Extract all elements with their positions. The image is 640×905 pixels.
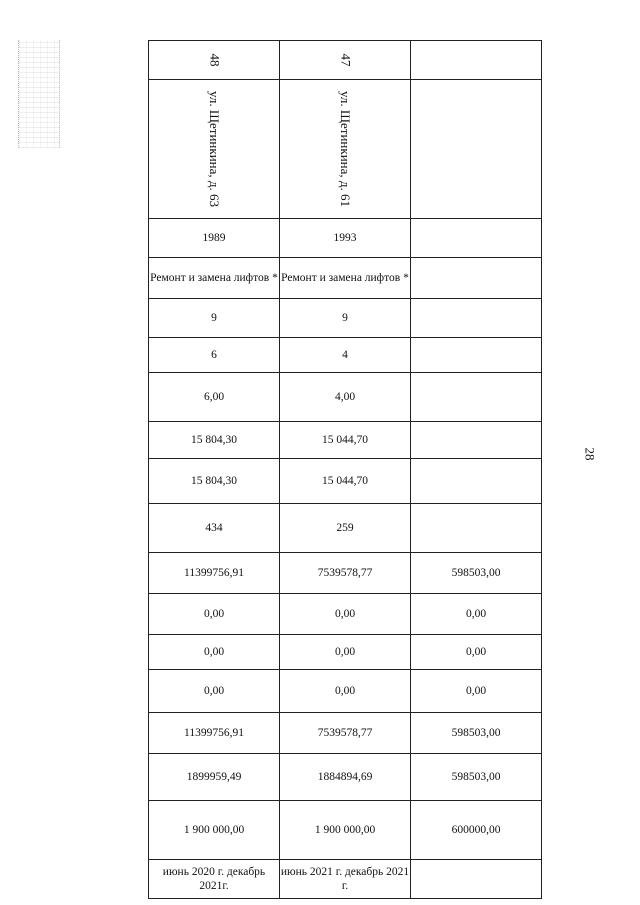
table-row [149, 459, 542, 504]
table-cell-c1 [149, 504, 280, 553]
table-cell-c2 [280, 713, 411, 754]
table-cell-c1 [149, 635, 280, 670]
cell-text: 434 [205, 522, 223, 534]
table-cell-c2 [280, 801, 411, 860]
table-cell-c2 [280, 258, 411, 299]
cell-text: 598503,00 [451, 727, 501, 739]
table-cell-c1 [149, 801, 280, 860]
cell-text: 0,00 [203, 646, 225, 658]
cell-text: 7539578,77 [317, 727, 373, 739]
cell-text: 48 [207, 53, 222, 66]
table-cell-c1 [149, 553, 280, 594]
table-row [149, 860, 542, 899]
cell-text: 15 044,70 [322, 434, 368, 446]
cell-text: 47 [338, 53, 353, 66]
cell-text: 0,00 [465, 685, 487, 697]
cell-text: 1 900 000,00 [314, 824, 376, 836]
table-cell-c3 [411, 219, 542, 258]
table-cell-c2 [280, 338, 411, 373]
cell-text: 0,00 [203, 608, 225, 620]
cell-text: 11399756,91 [184, 727, 244, 739]
table-cell-c3 [411, 504, 542, 553]
table-row [149, 713, 542, 754]
table-cell-c3 [411, 713, 542, 754]
table-cell-c1 [149, 299, 280, 338]
cell-text: 1 900 000,00 [183, 824, 245, 836]
table-cell-c3 [411, 258, 542, 299]
cell-text: 11399756,91 [184, 567, 244, 579]
table-cell-c2 [280, 373, 411, 422]
table-cell-c1 [149, 258, 280, 299]
cell-text: 15 804,30 [191, 475, 237, 487]
table-cell-c1 [149, 422, 280, 459]
table-cell-c3 [411, 422, 542, 459]
page-number: 28 [582, 447, 598, 461]
table-cell-c1 [149, 41, 280, 80]
table-cell-c2 [280, 670, 411, 713]
cell-text: 1884894,69 [317, 771, 373, 783]
table-cell-c1 [149, 713, 280, 754]
table-cell-c3 [411, 299, 542, 338]
cell-text: 4,00 [334, 391, 356, 403]
cell-text: 598503,00 [451, 771, 501, 783]
table-row [149, 41, 542, 80]
cell-text: 6 [211, 349, 217, 361]
table-cell-c2 [280, 219, 411, 258]
cell-text: 0,00 [465, 646, 487, 658]
cell-text: 6,00 [203, 391, 225, 403]
cell-text: ул. Щетинкина, д. 61 [337, 90, 353, 207]
table-cell-c1 [149, 80, 280, 219]
cell-text: 15 804,30 [191, 434, 237, 446]
table-cell-c1 [149, 338, 280, 373]
table-row [149, 635, 542, 670]
table-cell-c3 [411, 635, 542, 670]
table-cell-c1 [149, 459, 280, 504]
table-cell-c3 [411, 860, 542, 899]
table-row [149, 338, 542, 373]
cell-text: ул. Щетинкина, д. 63 [206, 90, 222, 207]
table-cell-c2 [280, 422, 411, 459]
table-cell-c3 [411, 41, 542, 80]
table-cell-c3 [411, 80, 542, 219]
table-cell-c2 [280, 860, 411, 899]
table-row [149, 80, 542, 219]
table-cell-c3 [411, 801, 542, 860]
table-row [149, 754, 542, 801]
cell-text: 1899959,49 [186, 771, 242, 783]
table-row [149, 219, 542, 258]
table-cell-c2 [280, 41, 411, 80]
table-cell-c1 [149, 219, 280, 258]
table-cell-c1 [149, 860, 280, 899]
cell-text: 598503,00 [451, 567, 501, 579]
table-cell-c2 [280, 594, 411, 635]
cell-text: 1993 [333, 232, 357, 244]
table-cell-c3 [411, 338, 542, 373]
table-row [149, 258, 542, 299]
table-cell-c1 [149, 373, 280, 422]
cell-text: Ремонт и замена лифтов * [281, 272, 409, 284]
building-data-table [148, 40, 542, 899]
table-cell-c2 [280, 299, 411, 338]
table-row [149, 553, 542, 594]
table-cell-c3 [411, 594, 542, 635]
table-cell-c2 [280, 635, 411, 670]
cell-text: 0,00 [334, 608, 356, 620]
table-row [149, 801, 542, 860]
table-row [149, 299, 542, 338]
table-cell-c1 [149, 594, 280, 635]
table-cell-c2 [280, 504, 411, 553]
table-cell-c3 [411, 670, 542, 713]
cell-text: 259 [336, 522, 354, 534]
table-cell-c1 [149, 754, 280, 801]
table-row [149, 422, 542, 459]
cell-text: 0,00 [465, 608, 487, 620]
cell-text: 15 044,70 [322, 475, 368, 487]
table-cell-c2 [280, 459, 411, 504]
cell-text: Ремонт и замена лифтов * [150, 272, 278, 284]
cell-text: 1989 [202, 232, 226, 244]
cell-text: 9 [342, 312, 348, 324]
table-row [149, 373, 542, 422]
table-row [149, 504, 542, 553]
table-cell-c3 [411, 553, 542, 594]
cell-text: июнь 2020 г. декабрь 2021г. [162, 866, 266, 892]
cell-text: 600000,00 [451, 824, 501, 836]
table-cell-c1 [149, 670, 280, 713]
table-row [149, 670, 542, 713]
cell-text: июнь 2021 г. декабрь 2021 г. [280, 866, 410, 892]
cell-text: 7539578,77 [317, 567, 373, 579]
table-cell-c3 [411, 459, 542, 504]
table-cell-c2 [280, 754, 411, 801]
table-cell-c2 [280, 80, 411, 219]
cell-text: 9 [211, 312, 217, 324]
table-cell-c3 [411, 373, 542, 422]
cell-text: 4 [342, 349, 348, 361]
cell-text: 0,00 [334, 685, 356, 697]
table-cell-c3 [411, 754, 542, 801]
table-cell-c2 [280, 553, 411, 594]
cell-text: 0,00 [203, 685, 225, 697]
cell-text: 0,00 [334, 646, 356, 658]
scanned-stamp-mark [18, 40, 60, 148]
table-row [149, 594, 542, 635]
